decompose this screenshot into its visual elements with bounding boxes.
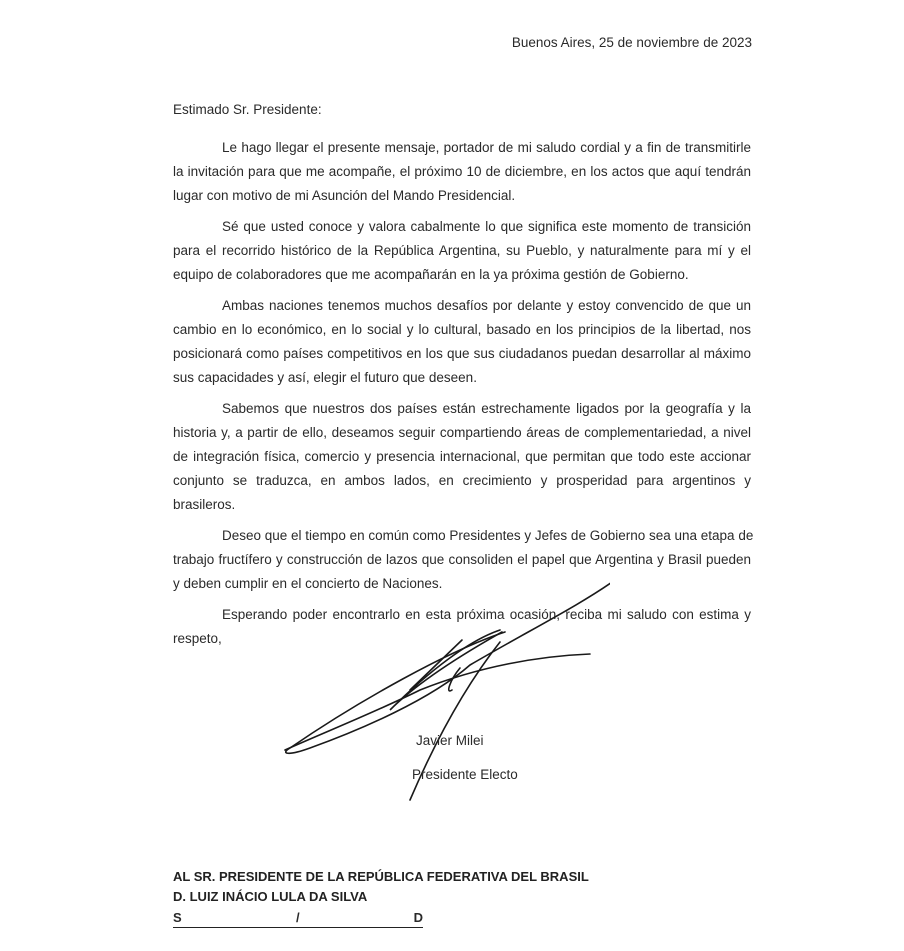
paragraph: [173, 215, 751, 287]
addressee-slash: /: [296, 910, 300, 925]
paragraph-line: historia y, a partir de ello, deseamos seguir compartiendo áreas de complementariedad, a nivel: [173, 425, 751, 440]
addressee-d: D: [413, 910, 423, 925]
paragraph-line: conjunto se traduzca, en ambos lados, en crecimiento y prosperidad para argentinos y: [173, 473, 751, 488]
addressee-sd-line: [173, 910, 423, 928]
paragraph-line: Sabemos que nuestros dos países están estrechamente ligados por la geografía y la: [222, 401, 751, 416]
paragraph-line: sus capacidades y así, elegir el futuro que deseen.: [173, 370, 477, 385]
paragraph-line: respeto,: [173, 631, 222, 646]
paragraph-line: lugar con motivo de mi Asunción del Mando Presidencial.: [173, 188, 516, 203]
paragraph: [173, 397, 751, 517]
paragraph: [173, 136, 751, 208]
paragraph-line: trabajo fructífero y construcción de lazos que consoliden el papel que Argentina y Brasil pueden: [173, 552, 751, 567]
paragraph-line: la invitación para que me acompañe, el próximo 10 de diciembre, en los actos que aquí tendrán: [173, 164, 751, 179]
place-date: Buenos Aires, 25 de noviembre de 2023: [511, 35, 752, 50]
paragraph-line: Deseo que el tiempo en común como Presidentes y Jefes de Gobierno sea una etapa de: [222, 528, 754, 543]
addressee-line-2: D. LUIZ INÁCIO LULA DA SILVA: [173, 889, 368, 904]
salutation: Estimado Sr. Presidente:: [173, 102, 322, 117]
paragraph-line: cambio en lo económico, en lo social y lo cultural, basado en los principios de la libertad, nos: [173, 322, 751, 337]
paragraph: [173, 294, 751, 390]
paragraph-line: equipo de colaboradores que me acompañarán en la ya próxima gestión de Gobierno.: [173, 267, 689, 282]
paragraph-line: Esperando poder encontrarlo en esta próxima ocasión, reciba mi saludo con estima y: [222, 607, 751, 622]
addressee-s: S: [173, 910, 182, 925]
signer-title: Presidente Electo: [412, 767, 518, 782]
paragraph-line: Ambas naciones tenemos muchos desafíos por delante y estoy convencido de que un: [222, 298, 751, 313]
paragraph-line: posicionará como países competitivos en los que sus ciudadanos puedan desarrollar al máximo: [173, 346, 751, 361]
addressee-line-1: AL SR. PRESIDENTE DE LA REPÚBLICA FEDERATIVA DEL BRASIL: [173, 869, 589, 884]
paragraph-line: Sé que usted conoce y valora cabalmente lo que significa este momento de transición: [222, 219, 751, 234]
paragraph-line: brasileros.: [173, 497, 236, 512]
signer-name: Javier Milei: [416, 733, 484, 748]
paragraph-line: para el recorrido histórico de la República Argentina, su Pueblo, y naturalmente para mí y el: [173, 243, 751, 258]
paragraph-line: Le hago llegar el presente mensaje, portador de mi saludo cordial y a fin de transmitirle: [222, 140, 751, 155]
paragraph-line: y deben cumplir en el concierto de Naciones.: [173, 576, 443, 591]
paragraph-line: de integración física, comercio y presencia internacional, que permitan que todo este accionar: [173, 449, 751, 464]
